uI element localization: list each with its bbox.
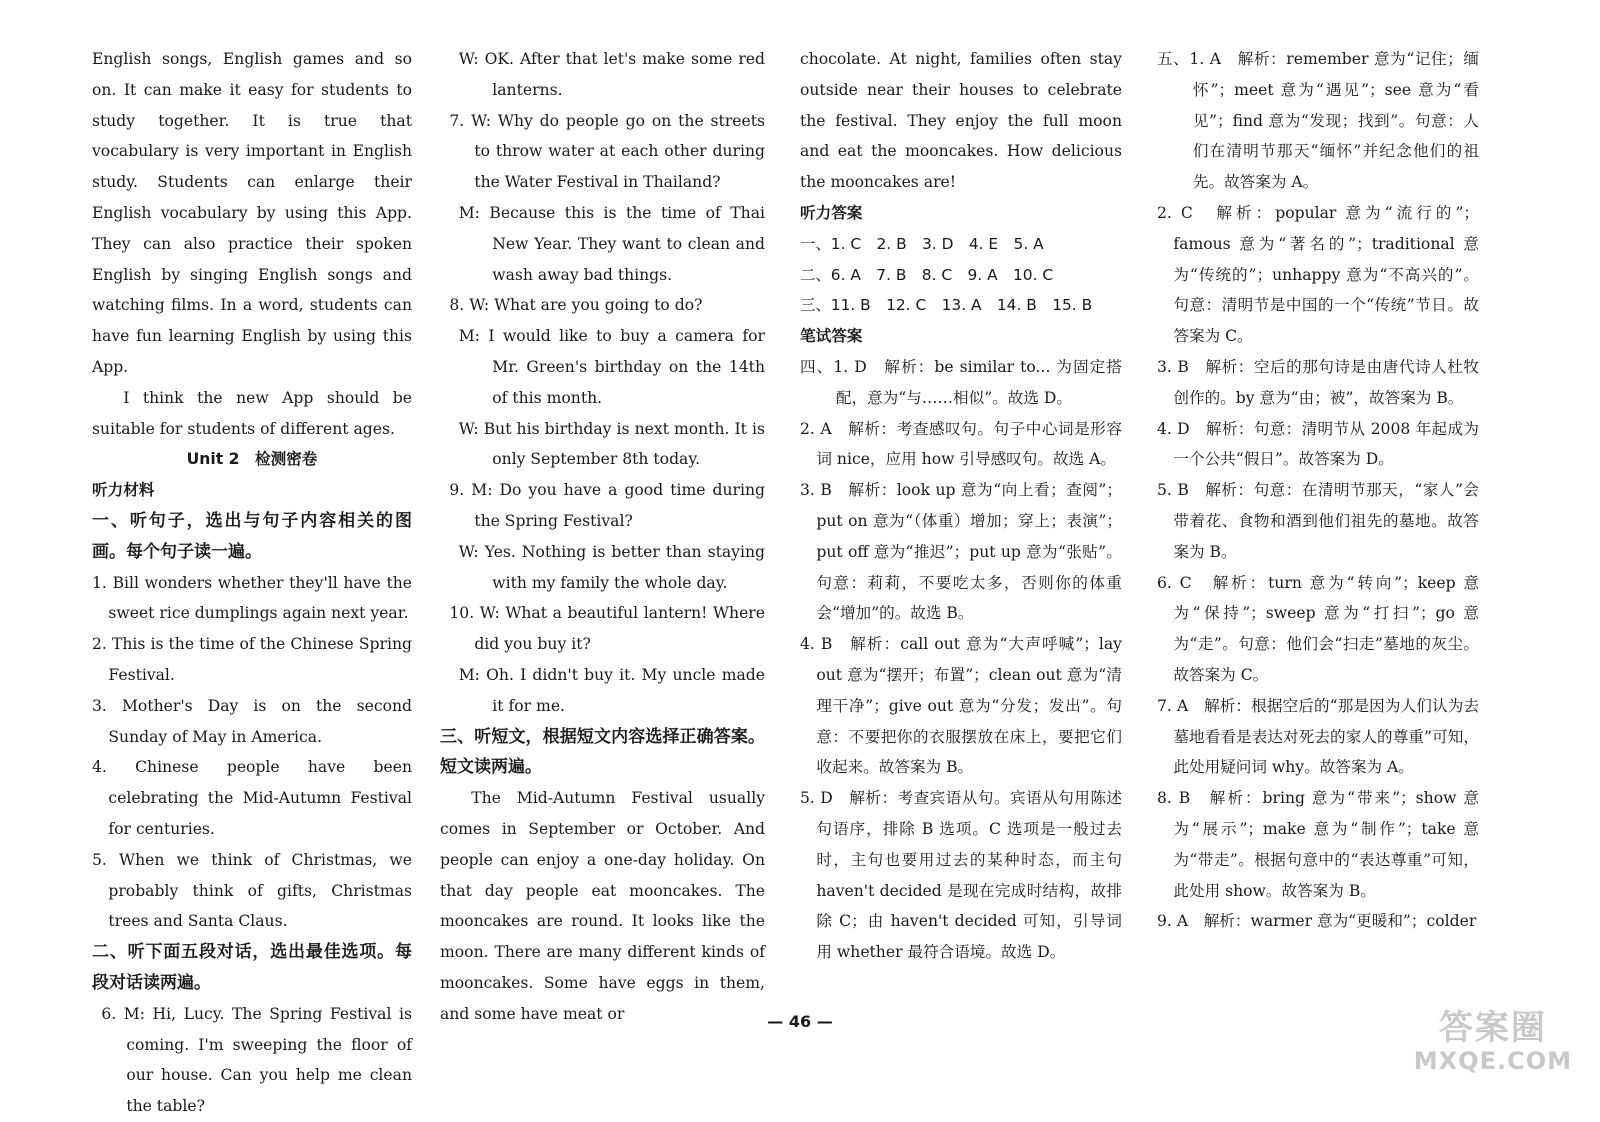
answer-row: 一、1. C 2. B 3. D 4. E 5. A — [800, 234, 1044, 253]
sentence-item: 4. Chinese people have been celebrating the Mid-Autumn Festival for centuries. — [92, 758, 412, 838]
watermark-logo — [1414, 1008, 1572, 1074]
listening-passage: The Mid-Autumn Festival usually comes in September or October. And people can enjoy a one-day holiday. On that day people eat mooncakes. The mooncakes are round. It looks like the moon. There are many different kinds of mooncakes. Some have eggs in them, and some have meat or — [440, 789, 765, 1023]
answer-explanation: 2. C 解析：popular 意为“流行的”；famous 意为“著名的”；traditional 意为“传统的”；unhappy 意为“不高兴的”。句意：清明节是中国的一个“传统”节日。故答案为 C。 — [1157, 203, 1479, 346]
answer-explanation: 3. B 解析：空后的那句诗是由唐代诗人杜牧创作的。by 意为“由；被”，故答案为 B。 — [1157, 357, 1479, 407]
watermark-url: MXQE.COM — [1413, 1047, 1572, 1075]
dialogue-line: W: But his birthday is next month. It is only September 8th today. — [458, 419, 765, 469]
sentence-item: 2. This is the time of the Chinese Spring Festival. — [92, 635, 412, 684]
answer-explanation: 3. B 解析：look up 意为“向上看；查阅”；put on 意为“（体重）增加；穿上；表演”；put off 意为“推迟”；put up 意为“张贴”。句意：莉莉，不要吃太多，否则你的体重会“增加”的。故选 B。 — [800, 481, 1122, 623]
dialogue-line: W: Yes. Nothing is better than staying with my family the whole day. — [458, 542, 765, 592]
essay-paragraph: English songs, English games and so on. It can make it easy for students to study together. It is true that vocabulary is very important in English study. Students can enlarge their English vocabulary by using this App. They can also practice their spoken English by singing English songs and watching films. In a word, students can have fun learning English by using this App. — [92, 50, 412, 376]
sentence-item: 5. When we think of Christmas, we probably think of gifts, Christmas trees and Santa Claus. — [92, 850, 412, 931]
dialogue-line: 10. W: What a beautiful lantern! Where did you buy it? — [449, 604, 765, 654]
answer-explanation: 9. A 解析：warmer 意为“更暖和”；colder — [1157, 912, 1477, 931]
section-heading: 听力材料 — [92, 481, 155, 500]
sentence-item: 1. Bill wonders whether they'll have the sweet rice dumplings again next year. — [92, 573, 412, 623]
dialogue-line: W: OK. After that let's make some red lanterns. — [458, 50, 765, 99]
section-heading: 听力答案 — [800, 203, 863, 222]
column-4 — [1157, 44, 1479, 937]
dialogue-line: M: Because this is the time of Thai New Year. They want to clean and wash away bad things. — [458, 203, 765, 284]
answer-explanation: 四、1. D 解析：be similar to... 为固定搭配，意为“与……相似”。故选 D。 — [800, 357, 1122, 407]
answer-explanation: 6. C 解析：turn 意为“转向”；keep 意为“保持”；sweep 意为“打扫”；go 意为“走”。句意：他们会“扫走”墓地的灰尘。故答案为 C。 — [1157, 573, 1479, 684]
column-3 — [800, 44, 1122, 968]
dialogue-line: M: I would like to buy a camera for Mr. Green's birthday on the 14th of this month. — [458, 327, 765, 407]
part-title: 一、听句子，选出与句子内容相关的图画。每个句子读一遍。 — [92, 510, 412, 562]
sentence-item: 3. Mother's Day is on the second Sunday of May in America. — [92, 696, 412, 746]
page-number: — 46 — — [767, 1012, 833, 1031]
dialogue-line: 7. W: Why do people go on the streets to throw water at each other during the Water Festival in Thailand? — [449, 111, 765, 192]
section-heading: 笔试答案 — [800, 327, 863, 346]
answer-explanation: 5. B 解析：句意：在清明节那天，“家人”会带着花、食物和酒到他们祖先的墓地。故答案为 B。 — [1157, 481, 1479, 561]
listening-passage-continued: chocolate. At night, families often stay outside near their houses to celebrate the festival. They enjoy the full moon and eat the mooncakes. How delicious the mooncakes are! — [800, 50, 1122, 192]
column-2 — [440, 44, 765, 1030]
dialogue-line: 6. M: Hi, Lucy. The Spring Festival is coming. I'm sweeping the floor of our house. Can you help me clean the table? — [101, 1004, 412, 1116]
part-title: 三、听短文，根据短文内容选择正确答案。短文读两遍。 — [440, 726, 765, 778]
answer-explanation: 4. B 解析：call out 意为“大声呼喊”；lay out 意为“摆开；布置”；clean out 意为“清理干净”；give out 意为“分发；发出”。句意：不要把你的衣服摆放在床上，要把它们收起来。故答案为 B。 — [800, 635, 1122, 777]
answer-explanation: 五、1. A 解析：remember 意为“记住；缅怀”；meet 意为“遇见”；see 意为“看见”；find 意为“发现；找到”。句意：人们在清明节那天“缅怀”并纪念他们的祖先。故答案为 A。 — [1157, 50, 1479, 192]
answer-explanation: 5. D 解析：考查宾语从句。宾语从句用陈述句语序，排除 B 选项。C 选项是一般过去时，主句也要用过去的某种时态，而主句 haven't decided 是现在完成时结构，故排除 C；由 haven't decided 可知，引导词用 whether 最符合语境。故选 D。 — [800, 789, 1122, 962]
dialogue-line: 8. W: What are you going to do? — [449, 296, 703, 315]
answer-row: 三、11. B 12. C 13. A 14. B 15. B — [800, 296, 1093, 315]
answer-explanation: 4. D 解析：句意：清明节从 2008 年起成为一个公共“假日”。故答案为 D。 — [1157, 419, 1479, 469]
unit-title: Unit 2 检测密卷 — [186, 450, 318, 469]
answer-explanation: 2. A 解析：考查感叹句。句子中心词是形容词 nice，应用 how 引导感叹句。故选 A。 — [800, 419, 1122, 469]
part-title: 二、听下面五段对话，选出最佳选项。每段对话读两遍。 — [92, 942, 412, 993]
column-1 — [92, 44, 412, 1122]
essay-conclusion: I think the new App should be suitable for students of different ages. — [92, 388, 412, 438]
dialogue-line: M: Oh. I didn't buy it. My uncle made it for me. — [458, 665, 765, 715]
dialogue-line: 9. M: Do you have a good time during the Spring Festival? — [449, 481, 765, 530]
answer-explanation: 8. B 解析：bring 意为“带来”；show 意为“展示”；make 意为“制作”；take 意为“带走”。根据句意中的“表达尊重”可知，此处用 show。故答案为 B。 — [1157, 789, 1479, 900]
answer-row: 二、6. A 7. B 8. C 9. A 10. C — [800, 265, 1054, 284]
answer-explanation: 7. A 解析：根据空后的“那是因为人们认为去墓地看看是表达对死去的家人的尊重”可知，此处用疑问词 why。故答案为 A。 — [1157, 696, 1479, 777]
watermark-text: 答案圈 — [1438, 1008, 1547, 1048]
